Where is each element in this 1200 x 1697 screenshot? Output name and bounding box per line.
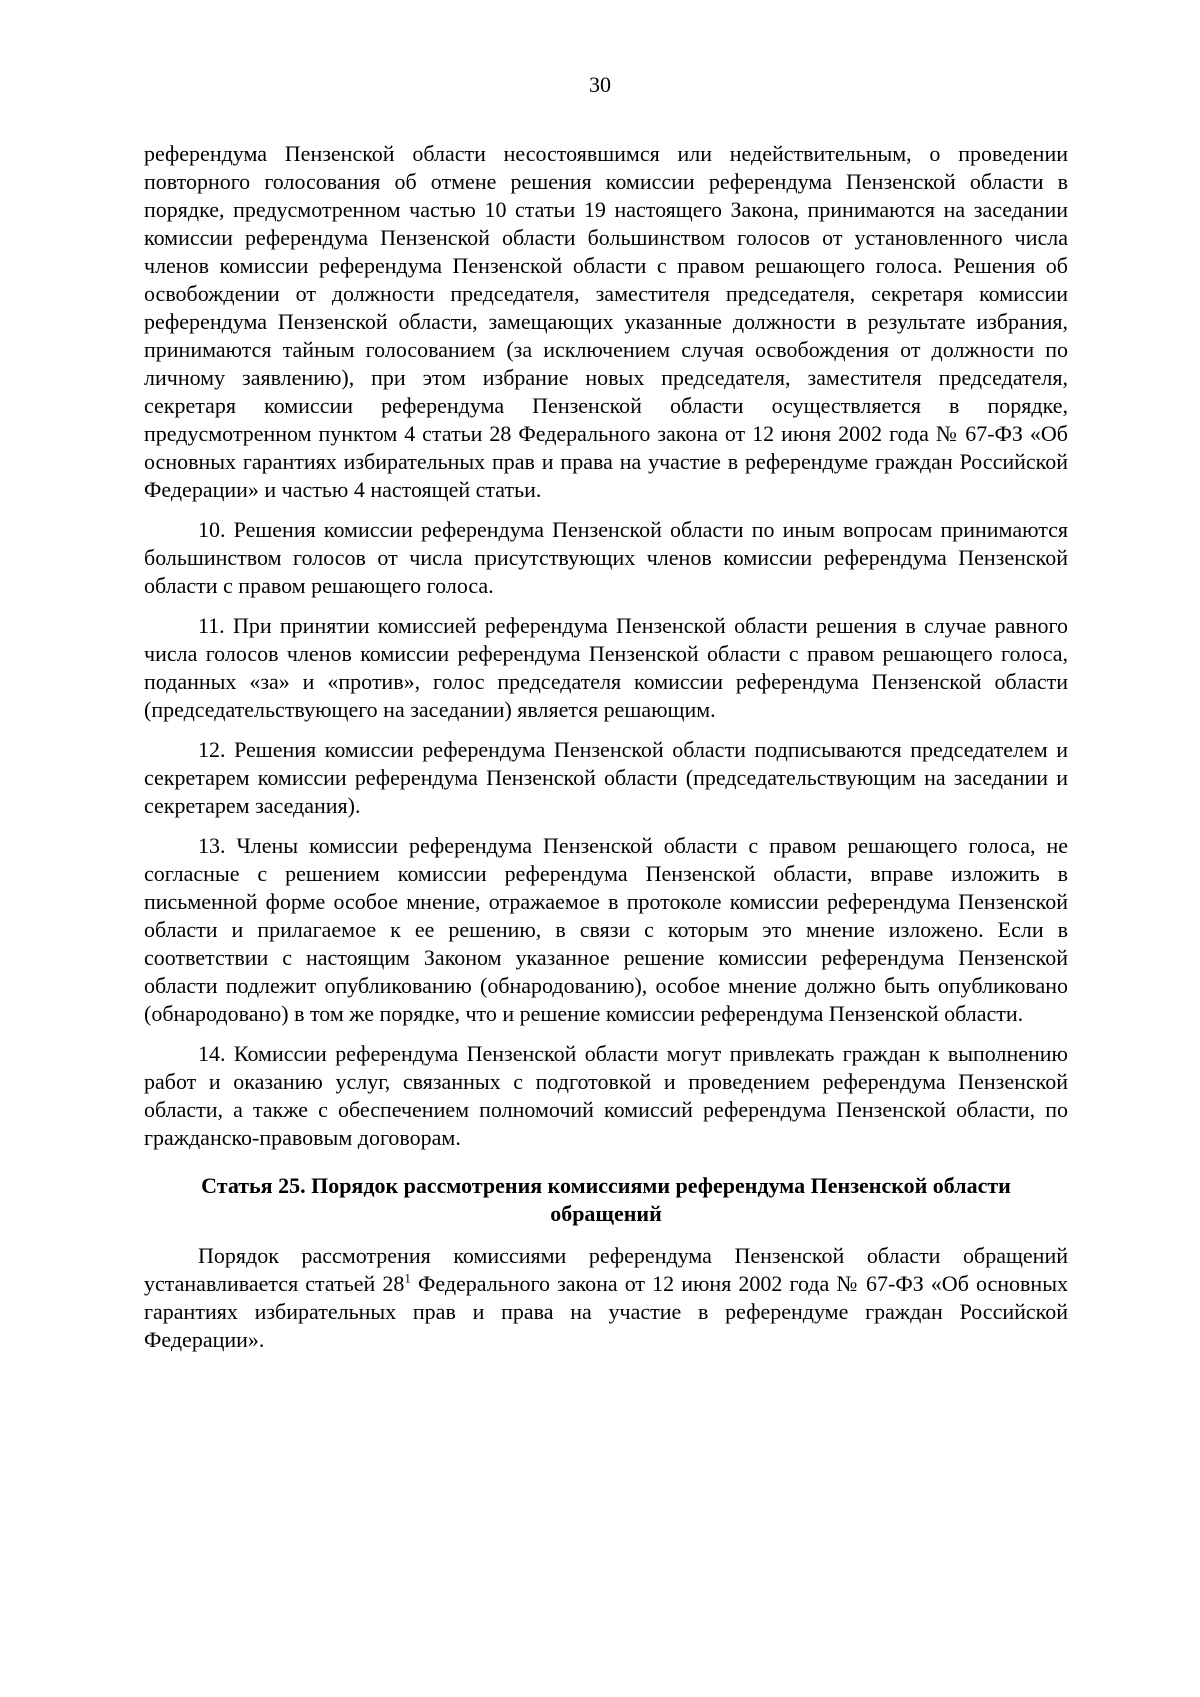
article-25-paragraph — [144, 1242, 1068, 1354]
paragraph-14: 14. Комиссии референдума Пензенской области могут привлекать граждан к выполнению работ и оказанию услуг, связанных с подготовкой и проведением референдума Пензенской области, а также с обеспечением полномочий комиссий референдума Пензенской области, по гражданско-правовым договорам. — [144, 1041, 1068, 1150]
paragraph-10: 10. Решения комиссии референдума Пензенской области по иным вопросам принимаются большинством голосов от числа присутствующих членов комиссии референдума Пензенской области с правом решающего голоса. — [144, 517, 1068, 598]
document-body — [144, 140, 1068, 1354]
paragraph-13: 13. Члены комиссии референдума Пензенской области с правом решающего голоса, не согласные с решением комиссии референдума Пензенской области, вправе изложить в письменной форме особое мнение, отражаемое в протоколе комиссии референдума Пензенской области и прилагаемое к ее решению, в связи с которым это мнение изложено. Если в соответствии с настоящим Законом указанное решение комиссии референдума Пензенской области подлежит опубликованию (обнародованию), особое мнение должно быть опубликовано (обнародовано) в том же порядке, что и решение комиссии референдума Пензенской области. — [144, 833, 1068, 1026]
page-number: 30 — [589, 72, 611, 97]
article-25-superscript: 1 — [404, 1270, 411, 1286]
paragraph-11: 11. При принятии комиссией референдума Пензенской области решения в случае равного числа голосов членов комиссии референдума Пензенской области с правом решающего голоса, поданных «за» и «против», голос председателя комиссии референдума Пензенской области (председательствующего на заседании) является решающим. — [144, 613, 1068, 722]
paragraph-12: 12. Решения комиссии референдума Пензенской области подписываются председателем и секретарем комиссии референдума Пензенской области (председательствующим на заседании и секретарем заседания). — [144, 737, 1068, 818]
article-25-heading: Статья 25. Порядок рассмотрения комиссиями референдума Пензенской области обращений — [201, 1173, 1011, 1226]
article-25-text-end: Федерального закона от 12 июня 2002 года № 67-ФЗ «Об основных гарантиях избирательных прав и права на участие в референдуме граждан Российской Федерации». — [144, 1271, 1068, 1352]
paragraph-continuation: референдума Пензенской области несостоявшимся или недействительным, о проведении повторного голосования об отмене решения комиссии референдума Пензенской области в порядке, предусмотренном частью 10 статьи 19 настоящего Закона, принимаются на заседании комиссии референдума Пензенской области большинством голосов от установленного числа членов комиссии референдума Пензенской области с правом решающего голоса. Решения об освобождении от должности председателя, заместителя председателя, секретаря комиссии референдума Пензенской области, замещающих указанные должности в результате избрания, принимаются тайным голосованием (за исключением случая освобождения от должности по личному заявлению), при этом избрание новых председателя, заместителя председателя, секретаря комиссии референдума Пензенской области осуществляется в порядке, предусмотренном пунктом 4 статьи 28 Федерального закона от 12 июня 2002 года № 67-ФЗ «Об основных гарантиях избирательных прав и права на участие в референдуме граждан Российской Федерации» и частью 4 настоящей статьи. — [144, 141, 1068, 502]
article-25-text-start: Порядок рассмотрения комиссиями референдума Пензенской области обращений устанавливается статьей 28 — [144, 1243, 1068, 1296]
